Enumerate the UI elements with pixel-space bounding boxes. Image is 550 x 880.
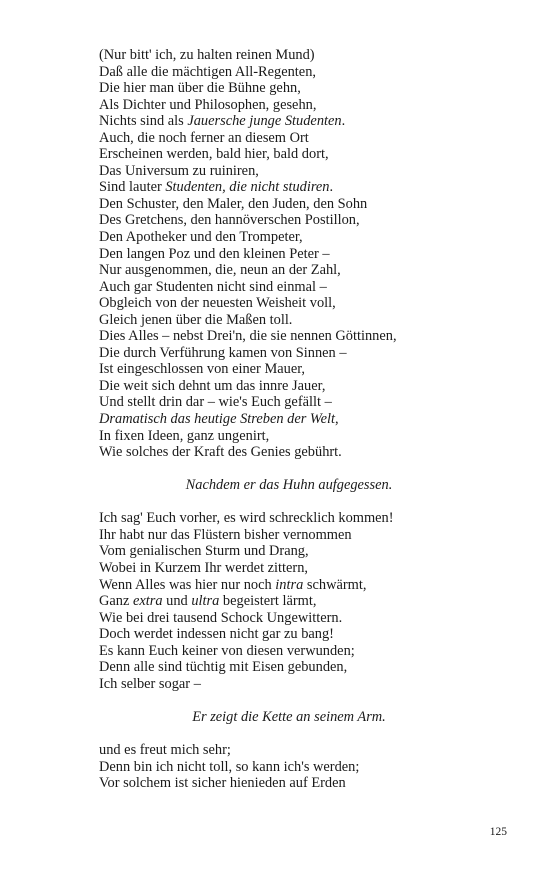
verse-line bbox=[99, 659, 479, 676]
verse-line bbox=[99, 411, 479, 428]
verse-line bbox=[99, 163, 479, 180]
verse-line bbox=[99, 312, 479, 329]
verse-text: Den Apotheker und den Trompeter, bbox=[99, 229, 303, 246]
verse-text: Ganz bbox=[99, 593, 133, 610]
verse-text: Gleich jenen über die Maßen toll. bbox=[99, 311, 293, 328]
verse-line bbox=[99, 64, 479, 81]
verse-line bbox=[99, 345, 479, 362]
verse-text: Denn alle sind tüchtig mit Eisen gebunden, bbox=[99, 659, 348, 676]
verse-line bbox=[99, 428, 479, 445]
verse-text: schwärmt, bbox=[303, 576, 367, 593]
stage-direction-1: Nachdem er das Huhn aufgegessen. bbox=[185, 477, 393, 494]
stanza-3 bbox=[99, 742, 479, 792]
verse-text: und bbox=[162, 593, 192, 610]
verse-line bbox=[99, 229, 479, 246]
verse-text: Auch, die noch ferner an diesem Ort bbox=[99, 129, 309, 146]
verse-line bbox=[99, 560, 479, 577]
verse-line bbox=[99, 328, 479, 345]
verse-text: begeistert lärmt, bbox=[219, 593, 317, 610]
page-number: 125 bbox=[489, 826, 507, 838]
verse-line bbox=[99, 262, 479, 279]
verse-line bbox=[99, 295, 479, 312]
verse-emphasis: Studenten, die nicht studiren bbox=[165, 179, 330, 196]
verse-line bbox=[99, 47, 479, 64]
verse-text: Den Schuster, den Maler, den Juden, den Sohn bbox=[99, 195, 368, 212]
verse-emphasis: ultra bbox=[191, 593, 220, 610]
verse-text: Ist eingeschlossen von einer Mauer, bbox=[99, 361, 306, 378]
verse-text: Erscheinen werden, bald hier, bald dort, bbox=[99, 146, 329, 163]
verse-text: . bbox=[341, 113, 346, 130]
verse-line bbox=[99, 759, 479, 776]
verse-text: Ich sag' Euch vorher, es wird schrecklich kommen! bbox=[99, 510, 394, 527]
verse-line bbox=[99, 643, 479, 660]
verse-emphasis: extra bbox=[132, 593, 163, 610]
verse-line bbox=[99, 543, 479, 560]
verse-line bbox=[99, 378, 479, 395]
verse-text: Den langen Poz und den kleinen Peter – bbox=[99, 245, 330, 262]
stage-direction-2: Er zeigt die Kette an seinem Arm. bbox=[192, 708, 386, 725]
verse-text: Wie solches der Kraft des Genies gebührt. bbox=[99, 444, 342, 461]
verse-line bbox=[99, 626, 479, 643]
verse-text: Ich selber sogar – bbox=[99, 675, 201, 692]
verse-text: Die hier man über die Bühne gehn, bbox=[99, 80, 301, 97]
verse-text: Des Gretchens, den hannöverschen Postillon, bbox=[99, 212, 360, 229]
verse-text: In fixen Ideen, ganz ungenirt, bbox=[99, 427, 270, 444]
stanza-gap bbox=[99, 494, 479, 511]
verse-text: Sind lauter bbox=[99, 179, 166, 196]
verse-line bbox=[99, 113, 479, 130]
verse-text: , bbox=[334, 411, 339, 428]
stanza-2 bbox=[99, 510, 479, 692]
verse-text: (Nur bitt' ich, zu halten reinen Mund) bbox=[99, 47, 315, 63]
verse-line bbox=[99, 676, 479, 693]
verse-text: Daß alle die mächtigen All-Regenten, bbox=[99, 63, 316, 80]
verse-text: Nichts sind als bbox=[99, 113, 188, 130]
verse-line bbox=[99, 577, 479, 594]
verse-line bbox=[99, 246, 479, 263]
verse-text: Vor solchem ist sicher hienieden auf Erden bbox=[99, 775, 346, 792]
verse-line bbox=[99, 593, 479, 610]
stanza-1 bbox=[99, 47, 479, 461]
verse-emphasis: intra bbox=[275, 576, 304, 593]
verse-text: und es freut mich sehr; bbox=[99, 741, 231, 758]
verse-text: Doch werdet indessen nicht gar zu bang! bbox=[99, 626, 334, 643]
verse-line bbox=[99, 146, 479, 163]
verse-text: Denn bin ich nicht toll, so kann ich's werden; bbox=[99, 758, 360, 775]
verse-line bbox=[99, 444, 479, 461]
verse-text: Obgleich von der neuesten Weisheit voll, bbox=[99, 295, 336, 312]
verse-line bbox=[99, 742, 479, 759]
verse-text: Die weit sich dehnt um das innre Jauer, bbox=[99, 377, 326, 394]
verse-line bbox=[99, 527, 479, 544]
verse-text: Nur ausgenommen, die, neun an der Zahl, bbox=[99, 262, 341, 279]
verse-line bbox=[99, 394, 479, 411]
verse-line bbox=[99, 279, 479, 296]
verse-text: Ihr habt nur das Flüstern bisher vernommen bbox=[99, 526, 352, 543]
verse-line bbox=[99, 212, 479, 229]
verse-line bbox=[99, 361, 479, 378]
verse-text: Wenn Alles was hier nur noch bbox=[99, 576, 276, 593]
verse-text: Es kann Euch keiner von diesen verwunden; bbox=[99, 642, 355, 659]
verse-line bbox=[99, 130, 479, 147]
verse-line bbox=[99, 510, 479, 527]
verse-text: Auch gar Studenten nicht sind einmal – bbox=[99, 278, 327, 295]
verse-line bbox=[99, 179, 479, 196]
stanza-gap bbox=[99, 725, 479, 742]
verse-text: Als Dichter und Philosophen, gesehn, bbox=[99, 96, 317, 113]
stanza-gap bbox=[99, 692, 479, 709]
verse-line bbox=[99, 80, 479, 97]
verse-line bbox=[99, 97, 479, 114]
stanza-gap bbox=[99, 461, 479, 478]
verse-text: Vom genialischen Sturm und Drang, bbox=[99, 543, 309, 560]
verse-text: Und stellt drin dar – wie's Euch gefällt – bbox=[99, 394, 332, 411]
verse-text: Die durch Verführung kamen von Sinnen – bbox=[99, 344, 347, 361]
verse-text: . bbox=[329, 179, 334, 196]
verse-text: Dies Alles – nebst Drei'n, die sie nennen Göttinnen, bbox=[99, 328, 397, 345]
verse-text: Wie bei drei tausend Schock Ungewittern. bbox=[99, 609, 343, 626]
verse-line bbox=[99, 610, 479, 627]
verse-emphasis: Dramatisch das heutige Streben der Welt bbox=[99, 411, 335, 428]
verse-emphasis: Jauersche junge Studenten bbox=[187, 113, 342, 130]
verse-text: Das Universum zu ruiniren, bbox=[99, 162, 259, 179]
poem-text bbox=[99, 47, 479, 792]
verse-line bbox=[99, 775, 479, 792]
verse-line bbox=[99, 196, 479, 213]
verse-text: Wobei in Kurzem Ihr werdet zittern, bbox=[99, 559, 309, 576]
